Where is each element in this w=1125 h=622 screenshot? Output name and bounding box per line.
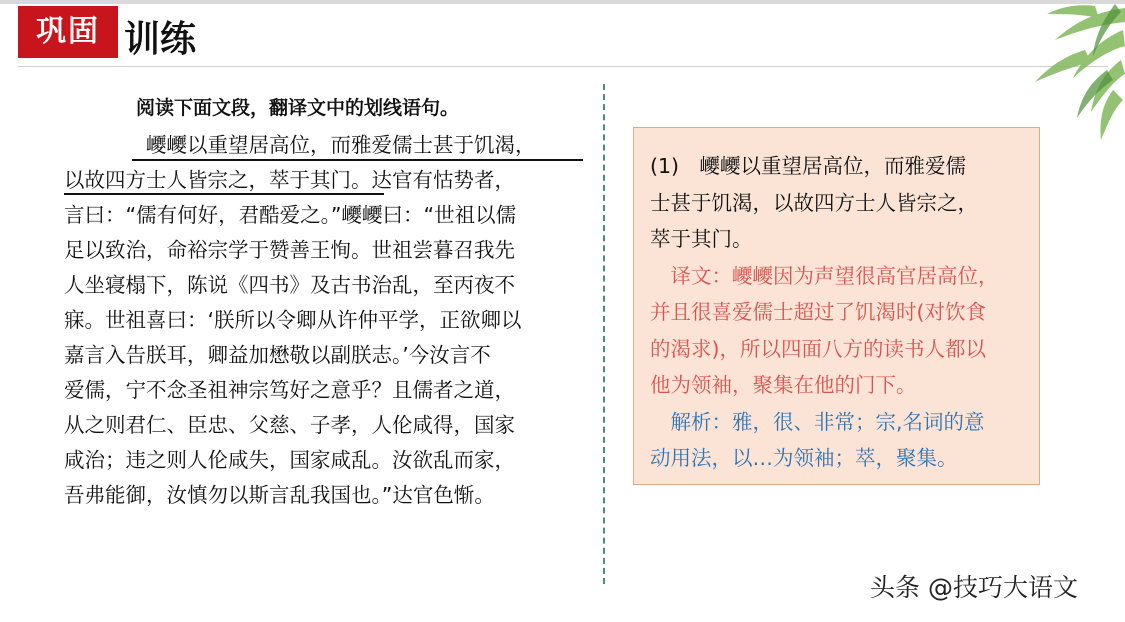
header-divider [18,66,1108,67]
passage-line: 寐。世祖喜曰：‘朕所以令卿从许仲平学，正欲卿以 [64,308,522,332]
passage-line: 爱儒，宁不念圣祖神宗笃好之意乎？且儒者之道， [64,378,515,402]
passage-line: 以故四方士人皆宗之，萃于其门。达官有怙势者， [64,168,515,192]
translation-line: 的渴求)，所以四面八方的读书人都以 [650,336,986,361]
translation-line: 并且很喜爱儒士超过了饥渴时(对饮食 [650,300,986,324]
passage [64,128,584,513]
question-line: 士甚于饥渴，以故四方士人皆宗之， [650,190,978,215]
passage-line: 言曰：“儒有何好，君酷爱之。”巎巎曰：“世祖以儒 [64,203,517,227]
answer-box [633,127,1040,485]
question-line: 萃于其门。 [650,227,753,251]
underline-mark [64,193,384,195]
passage-line: 从之则君仁、臣忠、父慈、子孝，人伦咸得，国家 [64,413,515,437]
passage-line: 咸治；违之则人伦咸失，国家咸乱。汝欲乱而家， [64,448,515,472]
watermark: 头条 @技巧大语文 [870,573,1078,602]
header-title: 训练 [124,19,197,60]
analysis-line: 解析：雅，很、非常；宗,名词的意 [650,409,985,434]
translation-line: 译文：巎巎因为声望很高官居高位， [650,263,999,288]
dashed-divider [603,84,605,584]
question-line: (1) 巎巎以重望居高位，而雅爱儒 [650,154,967,178]
underline-mark [132,159,583,161]
passage-line: 巎巎以重望居高位，而雅爱儒士甚于饥渴， [146,133,536,157]
instruction-text: 阅读下面文段，翻译文中的划线语句。 [136,97,460,119]
header-badge: 巩固 [18,6,118,58]
translation-line: 他为领袖，聚集在他的门下。 [650,373,917,397]
analysis-line: 动用法，以…为领袖；萃，聚集。 [650,446,958,470]
passage-line: 足以致治，命裕宗学于赞善王恂。世祖尝暮召我先 [64,238,515,262]
passage-line: 吾弗能御，汝慎勿以斯言乱我国也。”达官色惭。 [64,483,495,507]
passage-line: 嘉言入告朕耳，卿益加懋敬以副朕志。’今汝言不 [64,343,491,367]
top-border [0,0,1125,4]
passage-line: 人坐寝榻下，陈说《四书》及古书治乱，至丙夜不 [64,273,515,297]
